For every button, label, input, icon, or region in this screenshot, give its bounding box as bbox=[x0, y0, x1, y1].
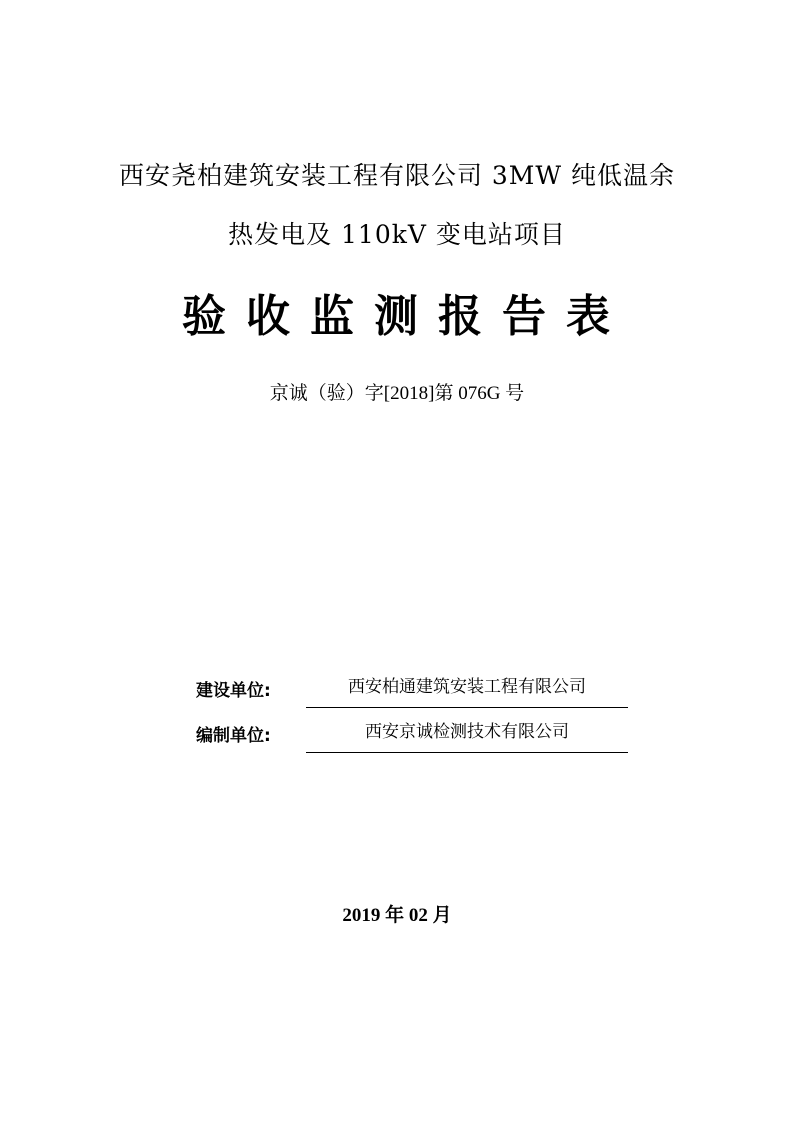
project-title-line-1: 西安尧柏建筑安装工程有限公司 3MW 纯低温余 bbox=[118, 161, 676, 190]
compiling-unit-row bbox=[0, 713, 794, 753]
construction-unit-value: 西安柏通建筑安装工程有限公司 bbox=[306, 668, 628, 708]
construction-unit-row bbox=[0, 668, 794, 708]
project-title-line-2: 热发电及 110kV 变电站项目 bbox=[228, 220, 566, 249]
compiling-unit-value: 西安京诚检测技术有限公司 bbox=[306, 713, 628, 753]
report-date: 2019 年 02 月 bbox=[342, 905, 452, 926]
report-main-title: 验收监测报告表 bbox=[182, 291, 630, 342]
compiling-unit-label: 编制单位: bbox=[196, 726, 271, 746]
report-number: 京诚（验）字[2018]第 076G 号 bbox=[269, 383, 525, 404]
construction-unit-label: 建设单位: bbox=[196, 681, 271, 701]
